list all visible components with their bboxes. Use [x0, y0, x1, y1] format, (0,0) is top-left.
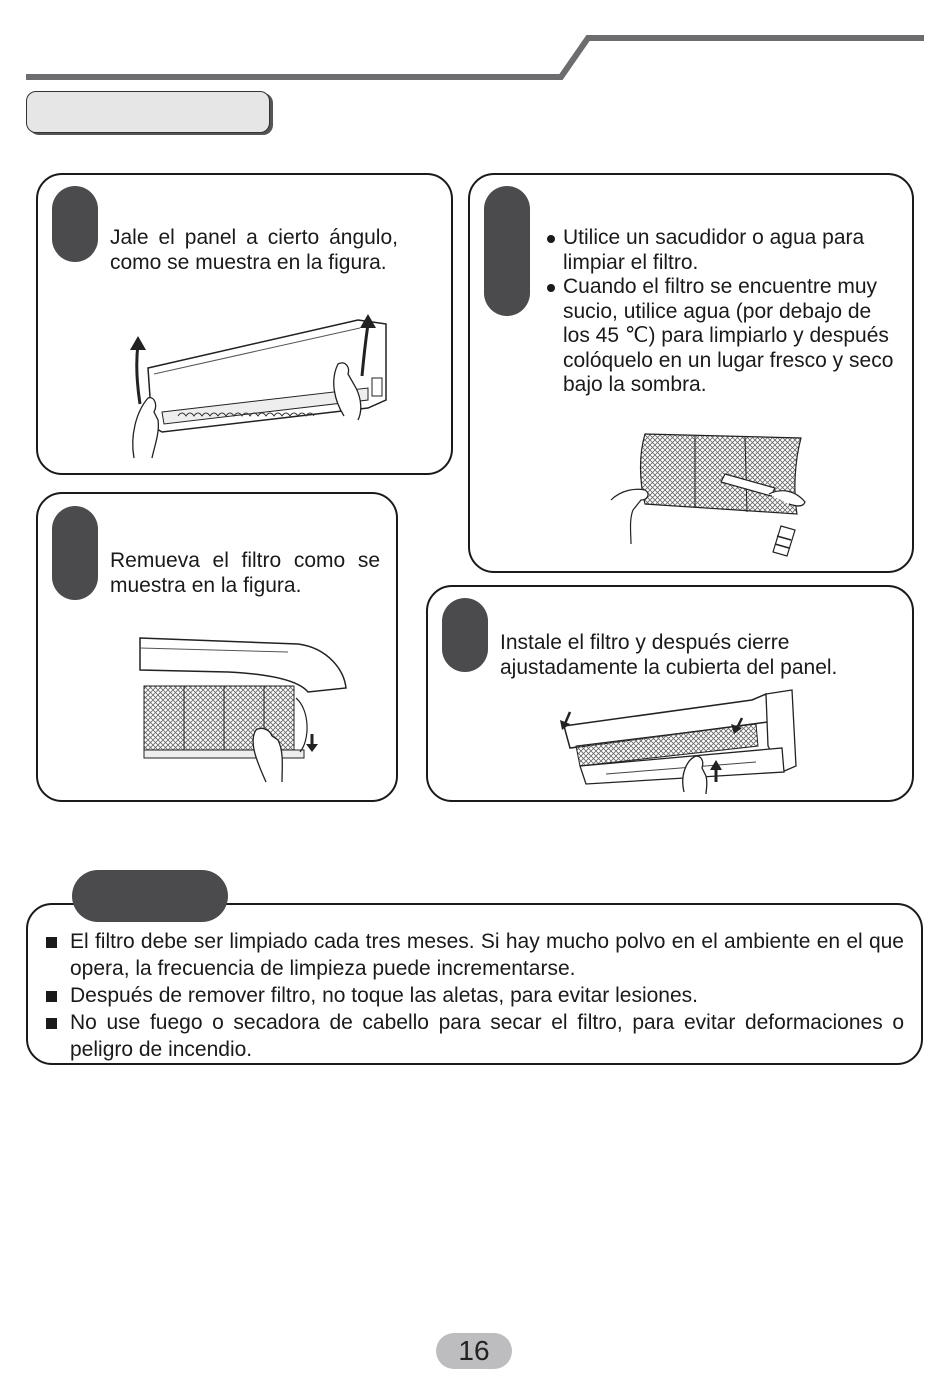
- section-title-pill: [26, 91, 270, 133]
- notes-list: [46, 928, 904, 1063]
- note-item: [46, 1009, 904, 1063]
- note-text: No use fuego o secadora de cabello para secar el filtro, para evitar deformaciones o peligro de incendio.: [70, 1011, 904, 1061]
- step3-bullet-list: [545, 226, 895, 398]
- step3-badge: [484, 186, 530, 316]
- filter-removal-illustration: [138, 630, 350, 786]
- note-item: [46, 928, 904, 982]
- ac-lift-panel-illustration: [118, 308, 396, 460]
- note-text: Después de remover filtro, no toque las aletas, para evitar lesiones.: [70, 984, 699, 1007]
- step2-text: Remueva el filtro como se muestra en la figura.: [110, 549, 380, 597]
- header-line: [0, 0, 950, 90]
- step1-badge: [52, 186, 98, 262]
- page-number: 16: [436, 1333, 512, 1369]
- square-bullet-icon: [46, 937, 57, 948]
- step4-text: Instale el filtro y después cierre ajustadamente la cubierta del panel.: [500, 631, 838, 679]
- step3-bullet-1: Utilice un sacudidor o agua para limpiar el filtro.: [545, 226, 895, 275]
- step2-badge: [52, 506, 98, 600]
- note-item: [46, 982, 904, 1009]
- note-text: El filtro debe ser limpiado cada tres meses. Si hay mucho polvo en el ambiente en el que opera, la frecuencia de limpieza puede incrementarse.: [70, 930, 904, 980]
- step1-text: Jale el panel a cierto ángulo, como se muestra en la figura.: [110, 226, 398, 274]
- step3-bullet-2: Cuando el filtro se encuentre muy sucio, utilice agua (por debajo de los 45 ℃) para limpiarlo y después colóquelo en un lugar fresco y seco bajo la sombra.: [545, 275, 895, 398]
- square-bullet-icon: [46, 1018, 57, 1029]
- notes-tab-badge: [72, 870, 228, 922]
- step4-badge: [442, 598, 488, 672]
- filter-install-illustration: [556, 686, 800, 794]
- filter-cleaning-illustration: [605, 430, 821, 562]
- square-bullet-icon: [46, 991, 57, 1002]
